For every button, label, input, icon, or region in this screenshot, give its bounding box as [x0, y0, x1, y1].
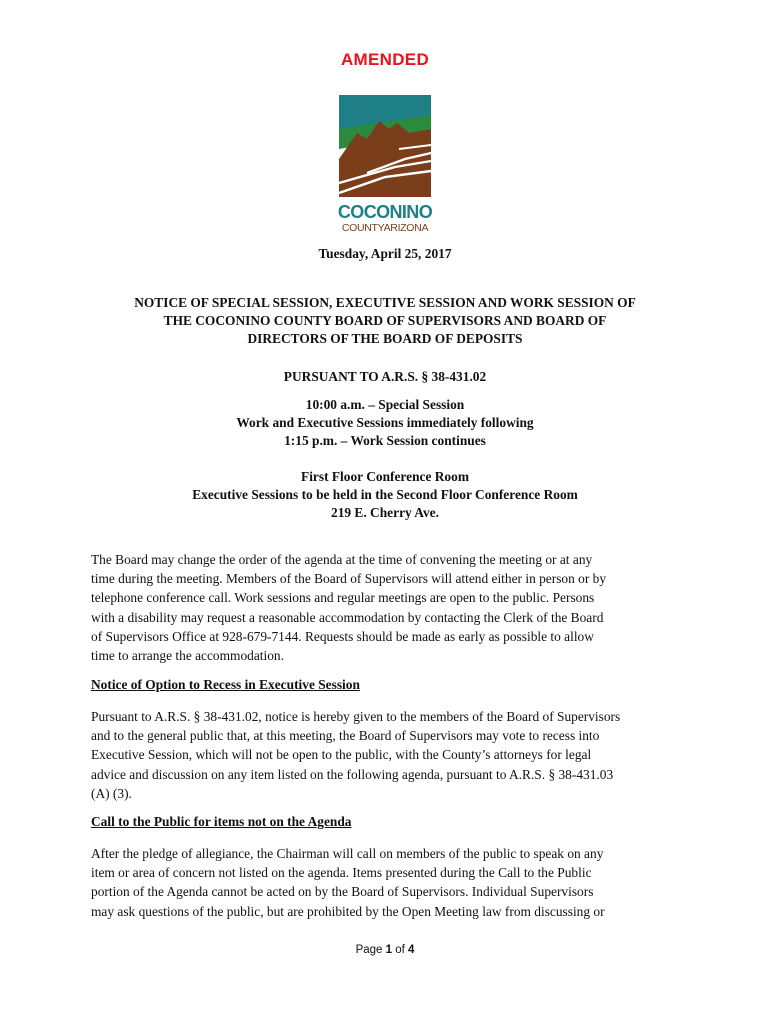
- call-public-paragraph: [91, 844, 683, 921]
- notice-title: [60, 294, 710, 348]
- text-line: After the pledge of allegiance, the Chairman will call on members of the public to speak on any: [91, 846, 604, 861]
- text-line: The Board may change the order of the agenda at the time of convening the meeting or at any: [91, 552, 593, 567]
- intro-paragraph: [91, 550, 683, 665]
- text-line: time to arrange the accommodation.: [91, 648, 284, 664]
- text-line: advice and discussion on any item listed on the following agenda, pursuant to A.R.S. § 38-431.03: [91, 766, 614, 782]
- text-line: and to the general public that, at this meeting, the Board of Supervisors may vote to recess into: [91, 728, 600, 744]
- schedule-line: Work and Executive Sessions immediately following: [236, 415, 534, 430]
- page-footer: [0, 944, 770, 956]
- recess-paragraph: [91, 707, 683, 803]
- text-line: telephone conference call. Work sessions and regular meetings are open to the public. Persons: [91, 590, 595, 606]
- text-line: item or area of concern not listed on the agenda. Items presented during the Call to the Public: [91, 865, 592, 881]
- notice-line: NOTICE OF SPECIAL SESSION, EXECUTIVE SESSION AND WORK SESSION OF: [134, 295, 636, 310]
- location-line: Executive Sessions to be held in the Second Floor Conference Room: [192, 487, 578, 502]
- schedule-line: 1:15 p.m. – Work Session continues: [284, 433, 486, 448]
- text-line: time during the meeting. Members of the Board of Supervisors will attend either in person or by: [91, 571, 607, 587]
- text-line: (A) (3).: [91, 785, 132, 801]
- notice-line: THE COCONINO COUNTY BOARD OF SUPERVISORS AND BOARD OF: [163, 313, 607, 328]
- text-line: with a disability may request a reasonable accommodation by contacting the Clerk of the Board: [91, 609, 604, 625]
- pursuant-statute: PURSUANT TO A.R.S. § 38-431.02: [283, 369, 487, 384]
- page-number: 1: [385, 944, 393, 956]
- text-line: portion of the Agenda cannot be acted on by the Board of Supervisors. Individual Supervisors: [91, 884, 594, 900]
- recess-heading: Notice of Option to Recess in Executive Session: [91, 677, 360, 692]
- schedule-line: 10:00 a.m. – Special Session: [305, 397, 465, 412]
- meeting-date: Tuesday, April 25, 2017: [318, 246, 452, 261]
- of-word: of: [395, 944, 405, 956]
- text-line: Pursuant to A.R.S. § 38-431.02, notice is hereby given to the members of the Board of Supervisors: [91, 709, 621, 724]
- page-total: 4: [408, 944, 415, 956]
- meeting-schedule: [60, 396, 710, 450]
- text-line: of Supervisors Office at 928-679-7144. Requests should be made as early as possible to allow: [91, 628, 594, 644]
- coconino-county-logo: [337, 93, 433, 203]
- meeting-location: [60, 468, 710, 522]
- page-word: Page: [355, 944, 383, 956]
- amended-label: AMENDED: [340, 50, 430, 69]
- logo-wordmark: COCONINO: [337, 202, 433, 222]
- location-line: 219 E. Cherry Ave.: [331, 505, 439, 520]
- logo-subtitle: COUNTYARIZONA: [341, 222, 429, 234]
- location-line: First Floor Conference Room: [301, 469, 469, 484]
- text-line: Executive Session, which will not be open to the public, with the County’s attorneys for legal: [91, 747, 592, 763]
- notice-line: DIRECTORS OF THE BOARD OF DEPOSITS: [247, 331, 523, 346]
- call-public-heading: Call to the Public for items not on the Agenda: [91, 814, 352, 829]
- text-line: may ask questions of the public, but are prohibited by the Open Meeting law from discussing or: [91, 903, 605, 919]
